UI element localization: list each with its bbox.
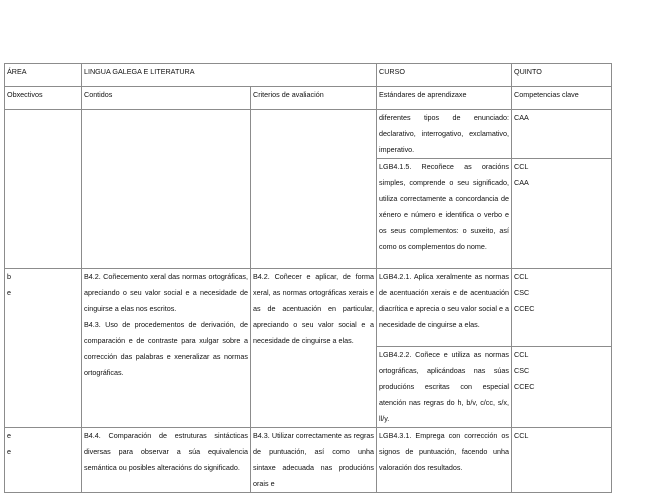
objectives-cell: e e	[5, 428, 82, 493]
area-label: ÁREA	[5, 64, 82, 87]
table-row	[5, 269, 612, 347]
col-contents: Contidos	[82, 87, 251, 110]
standard-cell: LGB4.2.1. Aplica xeralmente as normas de acentuación xerais e de acentuación diacrítica e aprecia o seu valor social e a necesidade de cinguirse a elas.	[377, 269, 512, 347]
table-row	[5, 428, 612, 493]
contents-cell: B4.4. Comparación de estruturas sintácticas diversas para observar a súa equivalencia semántica ou posibles alteracións do significado.	[82, 428, 251, 493]
course-value: QUINTO	[512, 64, 612, 87]
criteria-cell	[251, 110, 377, 269]
column-header-row	[5, 87, 612, 110]
header-row	[5, 64, 612, 87]
competences-cell: CAA	[512, 110, 612, 159]
standard-cell: LGB4.3.1. Emprega con corrección os signos de puntuación, facendo unha valoración dos resultados.	[377, 428, 512, 493]
standard-cell: diferentes tipos de enunciado: declarativo, interrogativo, exclamativo, imperativo.	[377, 110, 512, 159]
curriculum-table-main	[4, 63, 612, 493]
standard-cell: LGB4.1.5. Recoñece as oracións simples, comprende o seu significado, utiliza correctamente a concordancia de xénero e número e identifica o verbo e os seus complementos: o suxeito, así como os complementos do nome.	[377, 159, 512, 269]
contents-cell: B4.2. Coñecemento xeral das normas ortográficas, apreciando o seu valor social e a necesidade de cinguirse a elas nos escritos. B4.3. Uso de procedementos de derivación, de comparación e de contraste para xulgar sobre a corrección das palabras e xeneralizar as normas ortográficas.	[82, 269, 251, 428]
col-objectives: Obxectivos	[5, 87, 82, 110]
competences-cell: CCL	[512, 428, 612, 493]
criteria-cell: B4.2. Coñecer e aplicar, de forma xeral, as normas ortográficas xerais e as de acentuación en particular, apreciando o seu valor social e a necesidade de cinguirse a elas.	[251, 269, 377, 428]
col-standards: Estándares de aprendizaxe	[377, 87, 512, 110]
criteria-cell: B4.3. Utilizar correctamente as regras de puntuación, así como unha sintaxe adecuada nas producións orais e	[251, 428, 377, 493]
standard-cell: LGB4.2.2. Coñece e utiliza as normas ortográficas, aplicándoas nas súas producións escritas con especial atención nas regras do h, b/v, c/cc, s/x, ll/y.	[377, 347, 512, 428]
area-value: LINGUA GALEGA E LITERATURA	[82, 64, 377, 87]
objectives-cell: b e	[5, 269, 82, 428]
objectives-cell	[5, 110, 82, 269]
competences-cell: CCL CSC CCEC	[512, 269, 612, 347]
col-criteria: Criterios de avaliación	[251, 87, 377, 110]
competences-cell: CCL CAA	[512, 159, 612, 269]
course-label: CURSO	[377, 64, 512, 87]
competences-cell: CCL CSC CCEC	[512, 347, 612, 428]
contents-cell	[82, 110, 251, 269]
table-row	[5, 110, 612, 159]
col-competences: Competencias clave	[512, 87, 612, 110]
